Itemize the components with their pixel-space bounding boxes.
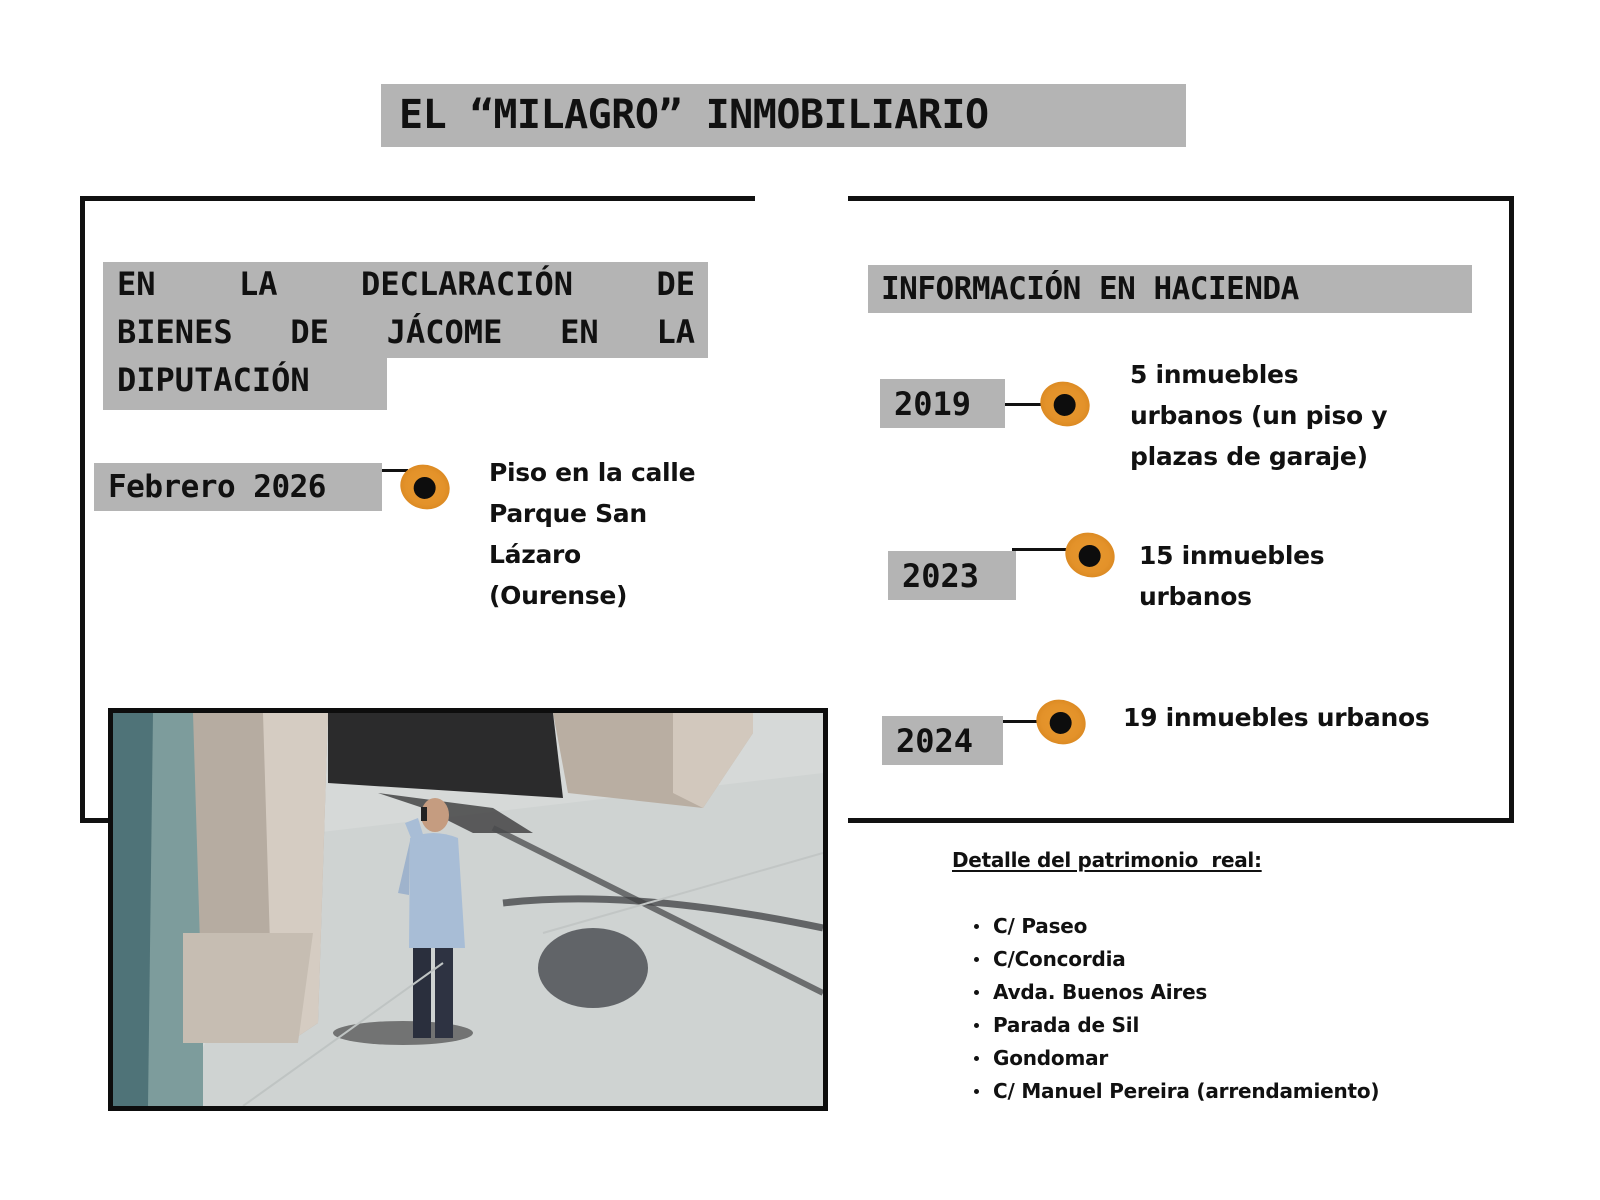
year-label: 2024 [896, 721, 974, 760]
left-heading-line: EN LA DECLARACIÓN DE [117, 265, 695, 303]
description-line: urbanos (un piso y [1130, 401, 1388, 430]
title-banner [381, 84, 1186, 147]
frame-top-left-line [80, 196, 755, 201]
timeline-dot-icon [1059, 526, 1121, 584]
date-tag-febrero-2026 [94, 463, 382, 511]
list-item-label: C/Concordia [993, 947, 1126, 971]
bullet-icon [974, 1023, 979, 1028]
entry-description-2024 [1123, 697, 1429, 738]
date-label: Febrero 2026 [108, 469, 326, 505]
bullet-icon [974, 1056, 979, 1061]
year-label: 2019 [894, 384, 972, 423]
description-line: Parque San [489, 499, 647, 528]
description-line: (Ourense) [489, 581, 628, 610]
left-section-heading [117, 260, 695, 404]
timeline-dot-icon [1034, 375, 1096, 433]
detail-list [974, 910, 1379, 1108]
list-item [974, 1042, 1379, 1075]
timeline-connector [1012, 548, 1072, 551]
year-tag-2019 [880, 379, 1005, 428]
description-line: 15 inmuebles [1139, 541, 1325, 570]
list-item-label: C/ Manuel Pereira (arrendamiento) [993, 1079, 1380, 1103]
list-item-label: C/ Paseo [993, 914, 1088, 938]
timeline-dot-icon [394, 458, 456, 516]
list-item [974, 943, 1379, 976]
description-line: urbanos [1139, 582, 1252, 611]
year-tag-2024 [882, 716, 1003, 765]
list-item [974, 910, 1379, 943]
right-section-heading: INFORMACIÓN EN HACIENDA [881, 271, 1299, 307]
bullet-icon [974, 990, 979, 995]
frame-bottom-right-line [848, 818, 1514, 823]
bullet-icon [974, 924, 979, 929]
list-item [974, 1009, 1379, 1042]
description-line: 5 inmuebles [1130, 360, 1299, 389]
bullet-icon [974, 957, 979, 962]
entry-description-2019 [1130, 354, 1387, 477]
page-title: EL “MILAGRO” INMOBILIARIO [399, 92, 989, 138]
entry-description-2023 [1139, 535, 1324, 617]
frame-top-right-line [848, 196, 1514, 201]
year-tag-2023 [888, 551, 1016, 600]
list-item-label: Avda. Buenos Aires [993, 980, 1208, 1004]
frame-right-line [1509, 196, 1514, 823]
detail-title: Detalle del patrimonio real: [952, 848, 1262, 872]
left-heading-line: BIENES DE JÁCOME EN LA [117, 313, 695, 351]
frame-left-line [80, 196, 85, 823]
description-line: 19 inmuebles urbanos [1123, 703, 1430, 732]
year-label: 2023 [902, 556, 980, 595]
left-heading-line: DIPUTACIÓN [117, 361, 310, 399]
street-photo [108, 708, 828, 1111]
description-line: plazas de garaje) [1130, 442, 1368, 471]
list-item [974, 976, 1379, 1009]
timeline-dot-icon [1030, 693, 1092, 751]
description-line: Piso en la calle [489, 458, 696, 487]
list-item-label: Parada de Sil [993, 1013, 1140, 1037]
bullet-icon [974, 1089, 979, 1094]
entry-description-febrero-2026 [489, 452, 695, 616]
photo-illustration [113, 713, 823, 1106]
description-line: Lázaro [489, 540, 581, 569]
list-item [974, 1075, 1379, 1108]
list-item-label: Gondomar [993, 1046, 1109, 1070]
